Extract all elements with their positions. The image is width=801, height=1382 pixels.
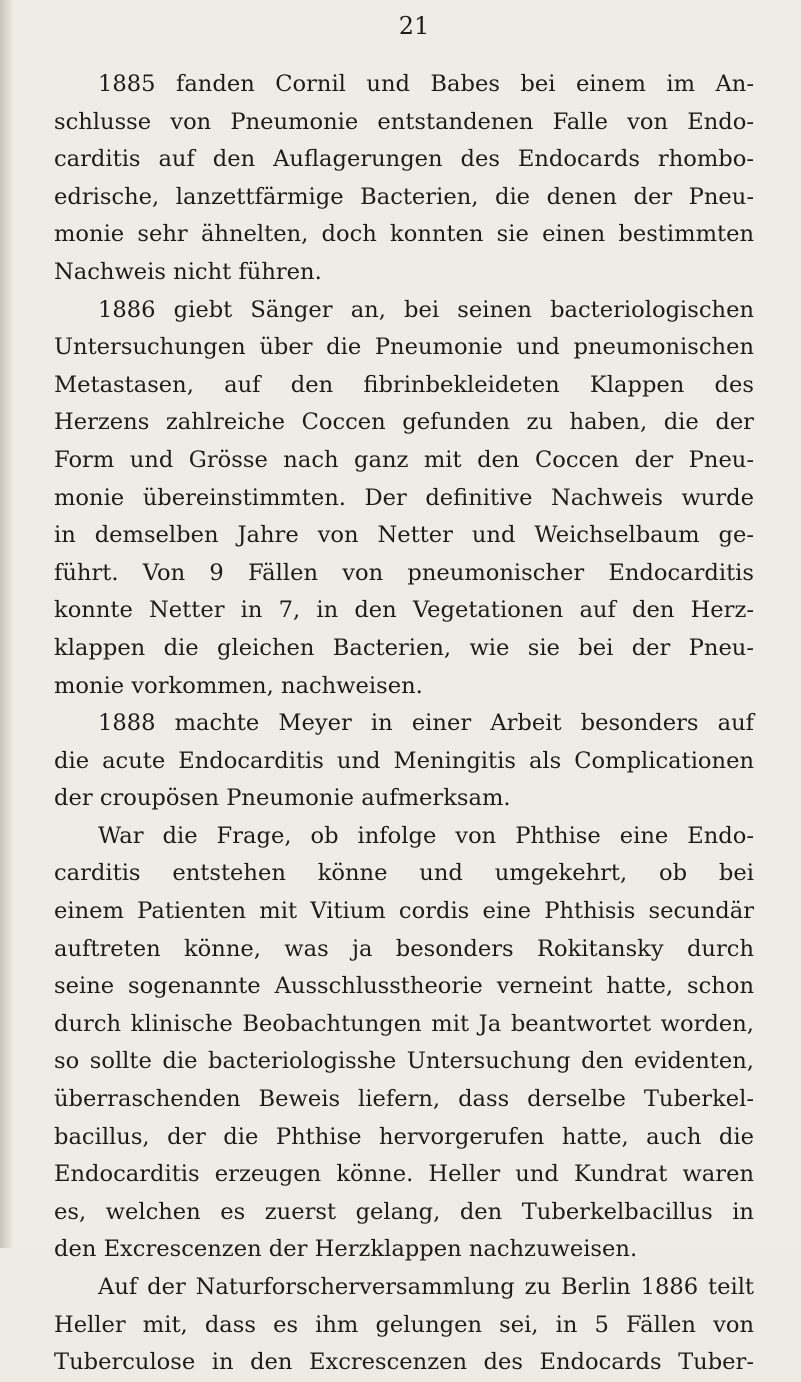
text-line: Nachweis nicht führen.	[54, 258, 322, 285]
text-line: edrische, lanzettfärmige Bacterien, die denen der Pneu-	[54, 183, 754, 210]
text-line: konnte Netter in 7, in den Vegetationen auf den Herz-	[54, 597, 754, 624]
text-line: bacillus, der die Phthise hervorgerufen hatte, auch die	[54, 1123, 754, 1150]
text-line: die acute Endocarditis und Meningitis als Complicationen	[54, 747, 754, 774]
body-text	[54, 66, 754, 1382]
text-line: carditis auf den Auflagerungen des Endocards rhombo-	[54, 146, 754, 173]
text-line: überraschenden Beweis liefern, dass derselbe Tuberkel-	[54, 1086, 754, 1113]
text-line: durch klinische Beobachtungen mit Ja beantwortet worden,	[54, 1010, 754, 1037]
text-line: schlusse von Pneumonie entstandenen Falle von Endo-	[54, 108, 754, 135]
text-line: führt. Von 9 Fällen von pneumonischer Endocarditis	[54, 559, 754, 586]
text-line: Auf der Naturforscherversammlung zu Berlin 1886 teilt	[98, 1274, 754, 1300]
text-line: den Excrescenzen der Herzklappen nachzuweisen.	[54, 1236, 638, 1263]
text-line: klappen die gleichen Bacterien, wie sie bei der Pneu-	[54, 634, 754, 661]
page-number: 21	[398, 12, 430, 40]
text-line: einem Patienten mit Vitium cordis eine Phthisis secundär	[54, 898, 754, 925]
text-line: der croupösen Pneumonie aufmerksam.	[54, 785, 511, 812]
text-line: Form und Grösse nach ganz mit den Coccen der Pneu-	[54, 446, 754, 473]
text-line: 1885 fanden Cornil und Babes bei einem im An-	[98, 71, 754, 97]
text-line: Metastasen, auf den fibrinbekleideten Klappen des	[54, 371, 754, 398]
text-line: in demselben Jahre von Netter und Weichselbaum ge-	[54, 522, 754, 549]
text-line: War die Frage, ob infolge von Phthise eine Endo-	[98, 822, 754, 849]
text-line: seine sogenannte Ausschlusstheorie verneint hatte, schon	[54, 973, 754, 1000]
text-line: Tuberculose in den Excrescenzen des Endocards Tuber-	[54, 1349, 754, 1376]
text-line: Untersuchungen über die Pneumonie und pneumonischen	[54, 334, 754, 361]
text-line: monie übereinstimmten. Der definitive Nachweis wurde	[54, 484, 754, 511]
text-line: auftreten könne, was ja besonders Rokitansky durch	[54, 935, 754, 962]
text-line: so sollte die bacteriologisshe Untersuchung den evidenten,	[54, 1048, 754, 1075]
text-line: Endocarditis erzeugen könne. Heller und Kundrat waren	[54, 1161, 754, 1188]
text-line: monie sehr ähnelten, doch konnten sie einen bestimmten	[54, 221, 754, 248]
page-edge-shadow	[0, 0, 14, 1248]
text-line: 1886 giebt Sänger an, bei seinen bacteriologischen	[98, 296, 754, 323]
text-line: carditis entstehen könne und umgekehrt, ob bei	[54, 860, 754, 887]
text-line: 1888 machte Meyer in einer Arbeit besonders auf	[98, 710, 754, 737]
text-line: Herzens zahlreiche Coccen gefunden zu haben, die der	[54, 409, 754, 436]
text-line: Heller mit, dass es ihm gelungen sei, in 5 Fällen von	[54, 1311, 754, 1338]
text-line: es, welchen es zuerst gelang, den Tuberkelbacillus in	[54, 1198, 754, 1225]
text-line: monie vorkommen, nachweisen.	[54, 672, 423, 699]
